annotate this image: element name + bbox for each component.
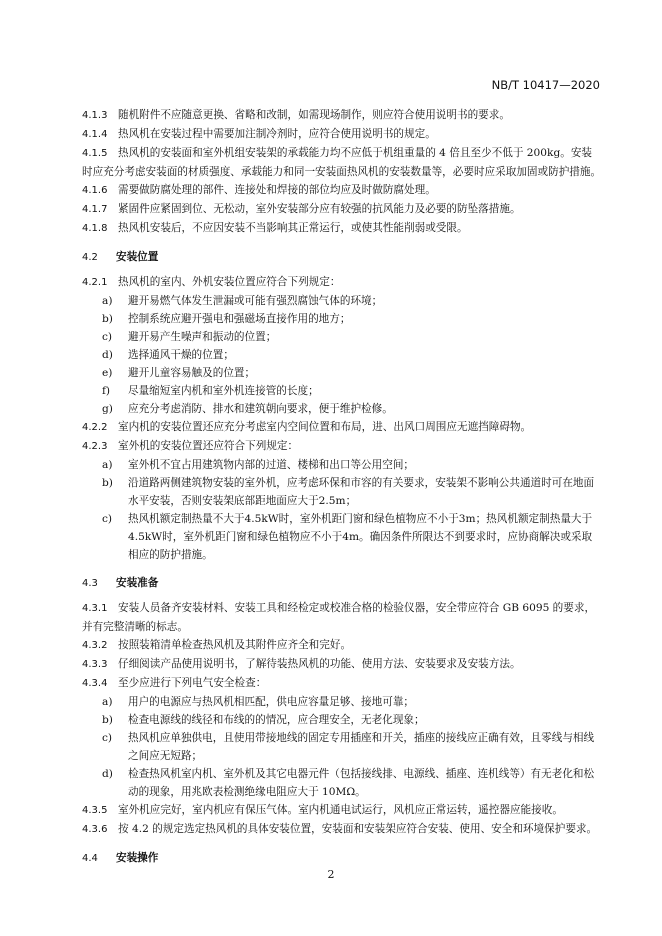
clause-4-1-7: 4.1.7 紧固件应紧固到位、无松动，室外安装部分应有较强的抗风能力及必要的防坠落措施。: [82, 203, 521, 215]
list-item: c) 热风机应单独供电，且使用带接地线的固定专用插座和开关，插座的接线应正确有效，且零线与相线之间应无短路；: [102, 732, 595, 762]
clause-4-1-8: 4.1.8 热风机安装后，不应因安装不当影响其正常运行，或使其性能削弱或受限。: [82, 222, 468, 234]
clause-4-3-3: 4.3.3 仔细阅读产品使用说明书，了解待装热风机的功能、使用方法、安装要求及安装方法。: [82, 658, 521, 670]
list-item: c) 热风机额定制热量不大于4.5kW时，室外机距门窗和绿色植物应不小于3m；热风机额定制热量大于4.5kW时，室外机距门窗和绿色植物应不小于4m。确因条件所限达不到要求时，应协商解决或采取相应的防护措施。: [102, 513, 593, 561]
clause-4-3-4: 4.3.4 至少应进行下列电气安全检查：: [82, 677, 267, 689]
clause-4-2-3: 4.2.3 室外机的安装位置还应符合下列规定：: [82, 440, 299, 452]
list-item: a) 避开易燃气体发生泄漏或可能有强烈腐蚀气体的环境；: [102, 295, 383, 307]
clause-4-1-6: 4.1.6 需要做防腐处理的部件、连接处和焊接的部位均应及时做防腐处理。: [82, 184, 436, 196]
clause-4-2-1: 4.2.1 热风机的室内、外机安装位置应符合下列规定：: [82, 276, 341, 288]
list-item: e) 避开儿童容易触及的位置；: [102, 367, 256, 379]
list-item: c) 避开易产生噪声和振动的位置；: [102, 331, 277, 343]
list-item: a) 用户的电源应与热风机相匹配，供电应容量足够、接地可靠；: [102, 696, 415, 708]
list-item: d) 选择通风干燥的位置；: [102, 349, 234, 361]
list-item: a) 室外机不宜占用建筑物内部的过道、楼梯和出口等公用空间；: [102, 459, 415, 471]
clause-4-3-1: 4.3.1 安装人员备齐安装材料、安装工具和经检定或校准合格的检验仪器，安全带应符合 GB 6095 的要求，并有完整清晰的标志。: [82, 602, 596, 633]
list-item: f) 尽量缩短室内机和室外机连接管的长度；: [102, 385, 319, 397]
clause-4-3-2: 4.3.2 按照装箱清单检查热风机及其附件应齐全和完好。: [82, 639, 352, 651]
clause-4-1-3: 4.1.3 随机附件不应随意更换、省略和改制，如需现场制作，则应符合使用说明书的要求。: [82, 109, 510, 121]
section-heading-4-2: 4.2 安装位置: [82, 251, 159, 263]
list-item: b) 检查电源线的线径和布线的的情况，应合理安全，无老化现象；: [102, 714, 425, 726]
clause-4-1-5: 4.1.5 热风机的安装面和室外机组安装架的承载能力均不应低于机组重量的 4 倍且至少不低于 200kg。安装时应充分考虑安装面的材质强度、承载能力和同一安装面热风机的安装数量等，必要时应采取加固或防护措施。: [82, 147, 602, 178]
clause-4-3-6: 4.3.6 按 4.2 的规定选定热风机的具体安装位置，安装面和安装架应符合安装、使用、安全和环境保护要求。: [82, 823, 598, 835]
clause-4-3-5: 4.3.5 室外机应完好，室内机应有保压气体。室内机通电试运行，风机应正常运转，遥控器应能接收。: [82, 804, 563, 816]
section-heading-4-4: 4.4 安装操作: [82, 852, 159, 864]
list-item: b) 沿道路两侧建筑物安装的室外机，应考虑环保和市容的有关要求，安装架不影响公共通道时可在地面水平安装，否则安装架底部距地面应大于2.5m；: [102, 477, 595, 507]
document-number: NB/T 10417—2020: [491, 78, 600, 92]
clause-4-1-4: 4.1.4 热风机在安装过程中需要加注制冷剂时，应符合使用说明书的规定。: [82, 128, 436, 140]
page-number: 2: [327, 868, 335, 881]
page-content: [82, 106, 602, 874]
clause-4-2-2: 4.2.2 室内机的安装位置还应充分考虑室内空间位置和布局，进、出风口周围应无遮挡障碍物。: [82, 421, 532, 433]
section-heading-4-3: 4.3 安装准备: [82, 577, 159, 589]
list-item: g) 应充分考虑消防、排水和建筑朝向要求，便于维护检修。: [102, 403, 393, 415]
list-item: d) 检查热风机室内机、室外机及其它电器元件（包括接线排、电源线、插座、连机线等）有无老化和松动的现象，用兆欧表检测绝缘电阻应大于 10MΩ。: [102, 768, 595, 798]
list-item: b) 控制系统应避开强电和强磁场直接作用的地方；: [102, 313, 351, 325]
